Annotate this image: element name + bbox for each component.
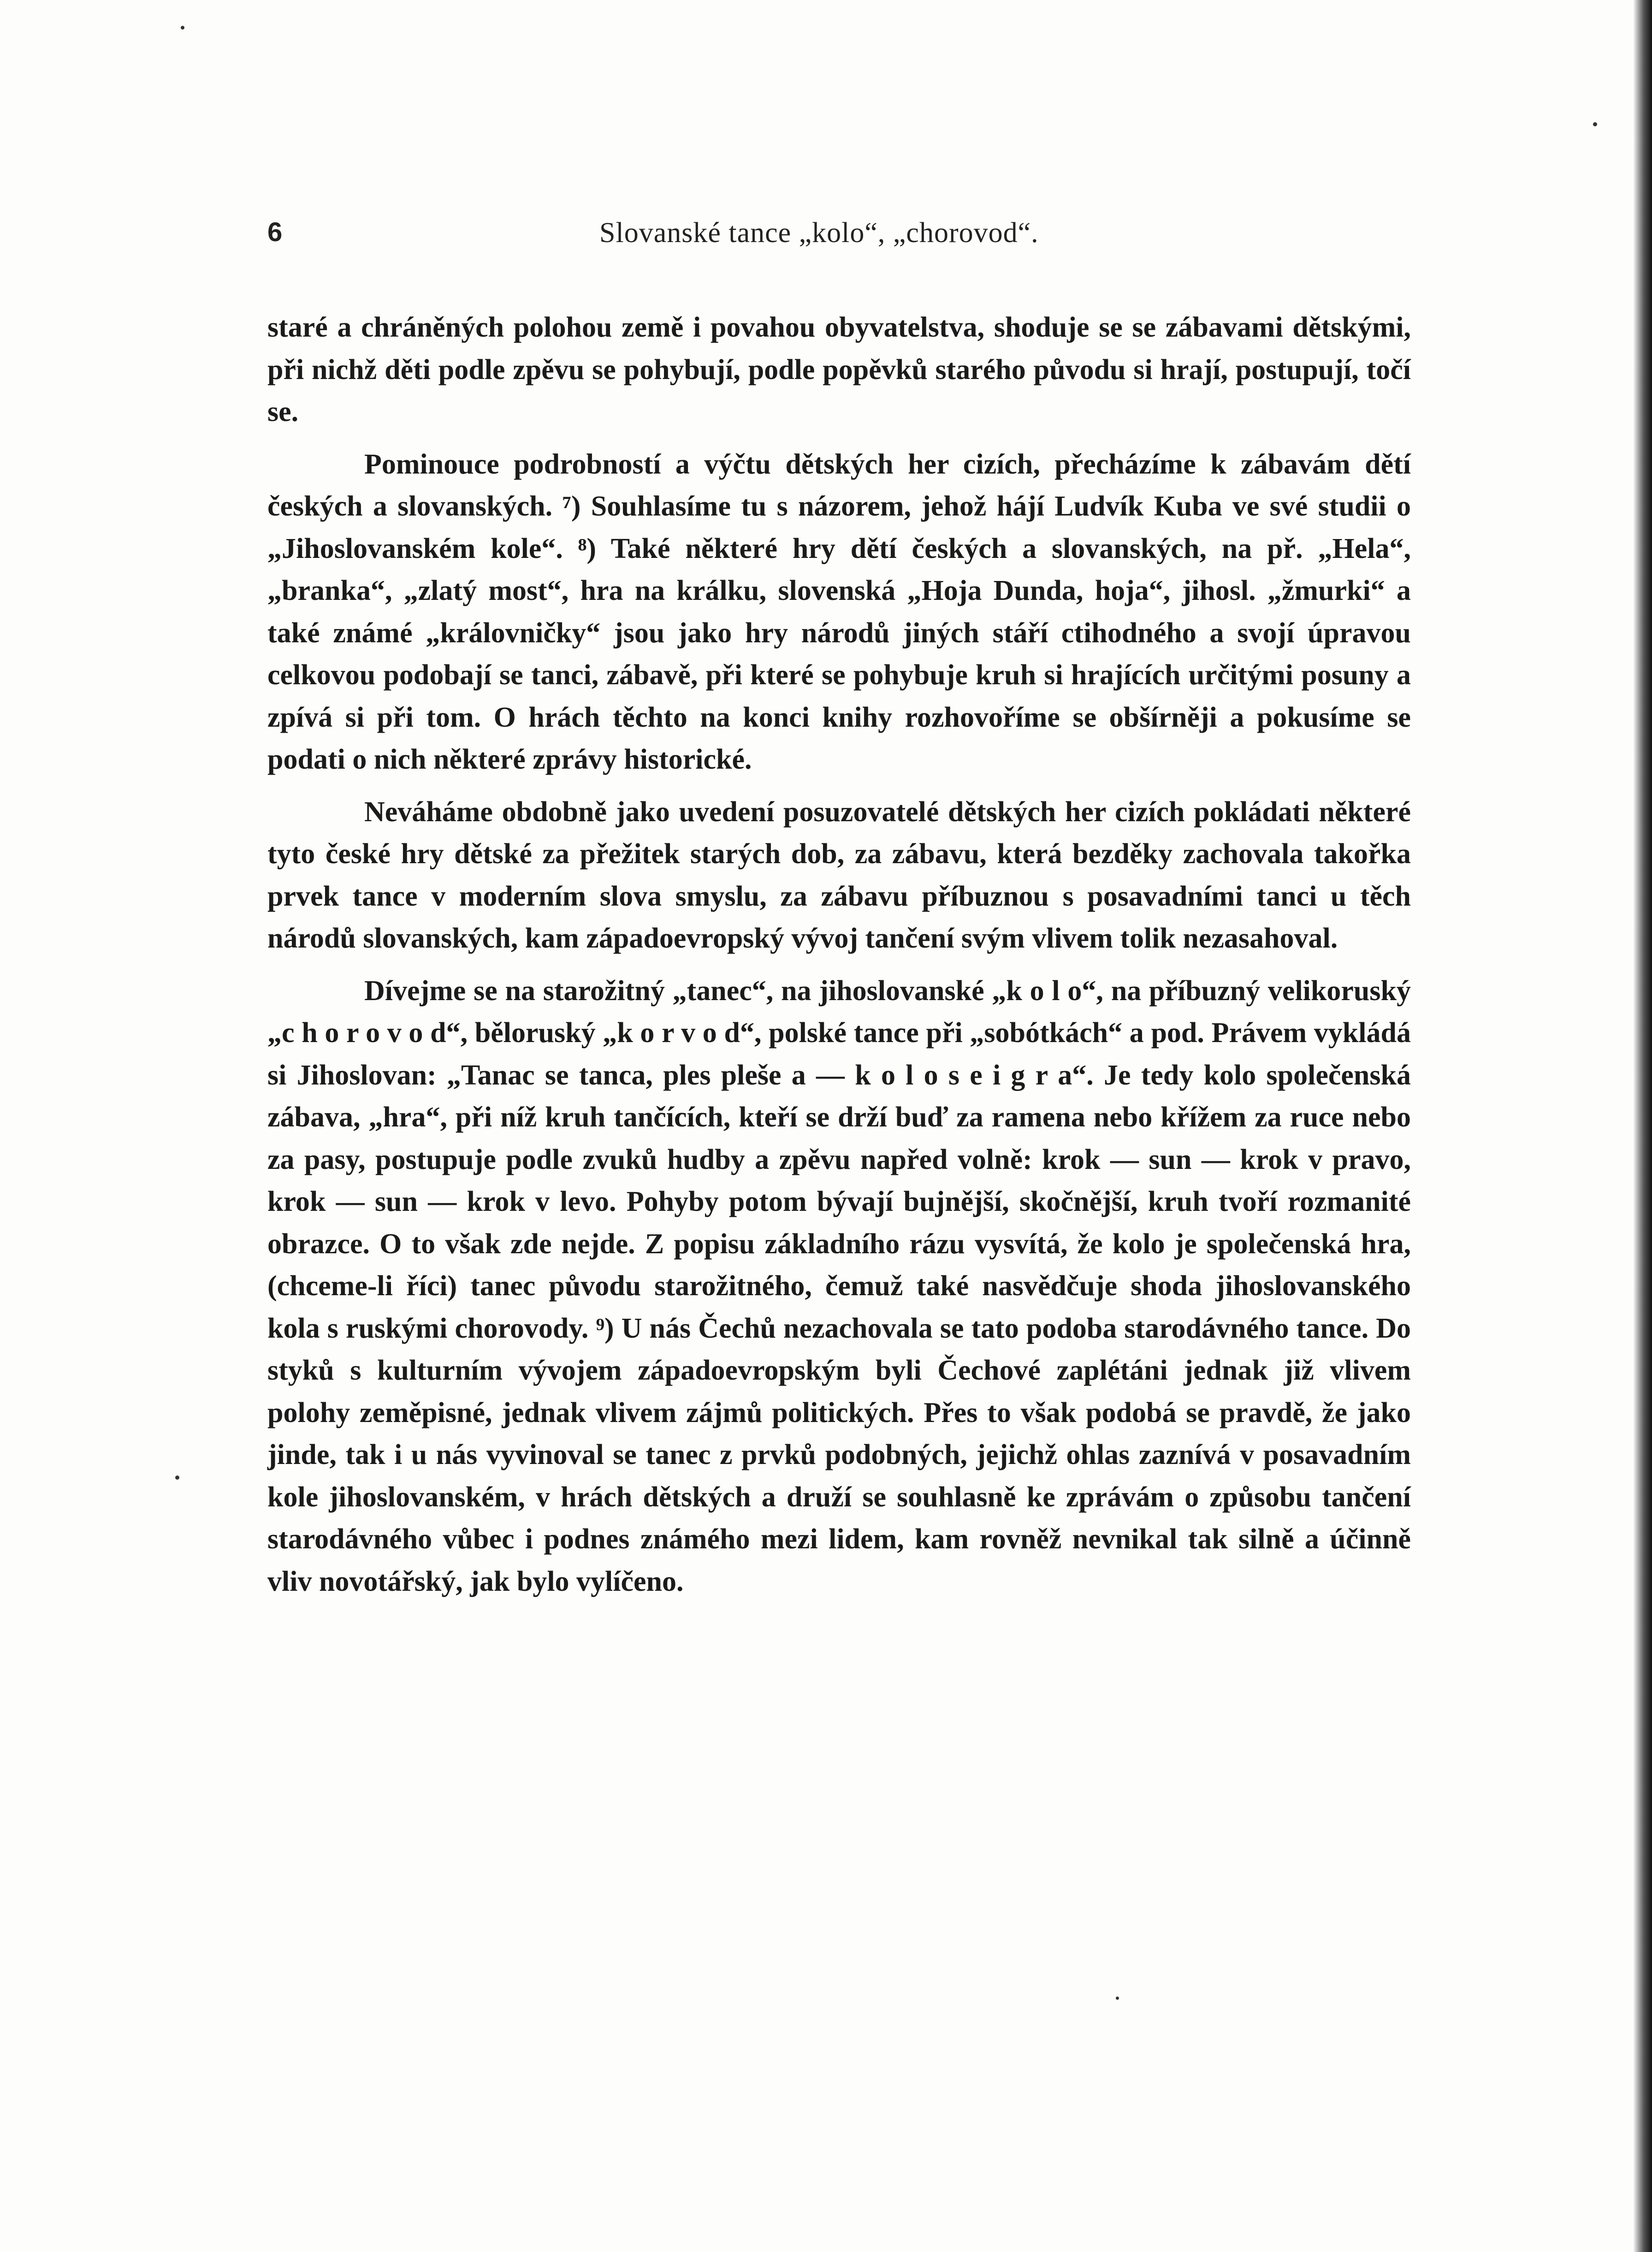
scan-speck <box>1593 122 1597 126</box>
body-text <box>267 307 1411 1613</box>
paragraph-4: Dívejme se na starožitný „tanec“, na jihoslovanské „k o l o“, na příbuzný velikoruský „c h o r o v o d“, běloruský „k o r v o d“, polské tance při „sobótkách“ a pod. Právem vykládá si Jihoslovan: „Tanac se tanca, ples pleše a — k o l o s e i g r a“. Je tedy kolo společenská zábava, „hra“, při níž kruh tančících, kteří se drží buď za ramena nebo křížem za ruce nebo za pasy, postupuje podle zvuků hudby a zpěvu napřed volně: krok — sun — krok v pravo, krok — sun — krok v levo. Pohyby potom bývají bujnější, skočnější, kruh tvoří rozmanité obrazce. O to však zde nejde. Z popisu základního rázu vysvítá, že kolo je společenská hra, (chceme-li říci) tanec původu starožitného, čemuž také nasvědčuje shoda jihoslovanského kola s ruskými chorovody. ⁹) U nás Čechů nezachovala se tato podoba starodávného tance. Do styků s kulturním vývojem západoevropským byli Čechové zaplétáni jednak již vlivem polohy zeměpisné, jednak vlivem zájmů politických. Přes to však podobá se pravdě, že jako jinde, tak i u nás vyvinoval se tanec z prvků podobných, jejichž ohlas zaznívá v posavadním kole jihoslovanském, v hrách dětských a druží se souhlasně ke zprávám o způsobu tančení starodávného vůbec i podnes známého mezi lidem, kam rovněž nevnikal tak silně a účinně vliv novotářský, jak bylo vylíčeno. <box>267 975 1411 1597</box>
page-edge-shadow <box>1634 0 1652 2252</box>
paragraph-1: staré a chráněných polohou země i povahou obyvatelstva, shoduje se se zábavami dětskými, při nichž děti podle zpěvu se pohybují, podle popěvků starého původu si hrají, postupují, točí se. <box>267 312 1411 427</box>
page-number: 6 <box>267 217 283 247</box>
paragraph-3: Neváháme obdobně jako uvedení posuzovatelé dětských her cizích pokládati některé tyto české hry dětské za přežitek starých dob, za zábavu, která bezděky zachovala takořka prvek tance v moderním slova smyslu, za zábavu příbuznou s posavadními tanci u těch národů slovanských, kam západoevropský vývoj tančení svým vlivem tolik nezasahoval. <box>267 796 1411 954</box>
scan-speck <box>181 26 184 30</box>
running-title: Slovanské tance „kolo“, „chorovod“. <box>599 217 1039 249</box>
scan-speck <box>175 1476 179 1480</box>
scan-speck <box>1116 1997 1119 2000</box>
page-header <box>267 217 1411 258</box>
paragraph-2: Pominouce podrobností a výčtu dětských her cizích, přecházíme k zábavám dětí českých a slovanských. ⁷) Souhlasíme tu s názorem, jehož hájí Ludvík Kuba ve své studii o „Jihoslovanském kole“. ⁸) Také některé hry dětí českých a slovanských, na př. „Hela“, „branka“, „zlatý most“, hra na králku, slovenská „Hoja Dunda, hoja“, jihosl. „žmurki“ a také známé „královničky“ jsou jako hry národů jiných stáří ctihodného a svojí úpravou celkovou podobají se tanci, zábavě, při které se pohybuje kruh si hrajících určitými posuny a zpívá si při tom. O hrách těchto na konci knihy rozhovoříme se obšírněji a pokusíme se podati o nich některé zprávy historické. <box>267 448 1411 775</box>
